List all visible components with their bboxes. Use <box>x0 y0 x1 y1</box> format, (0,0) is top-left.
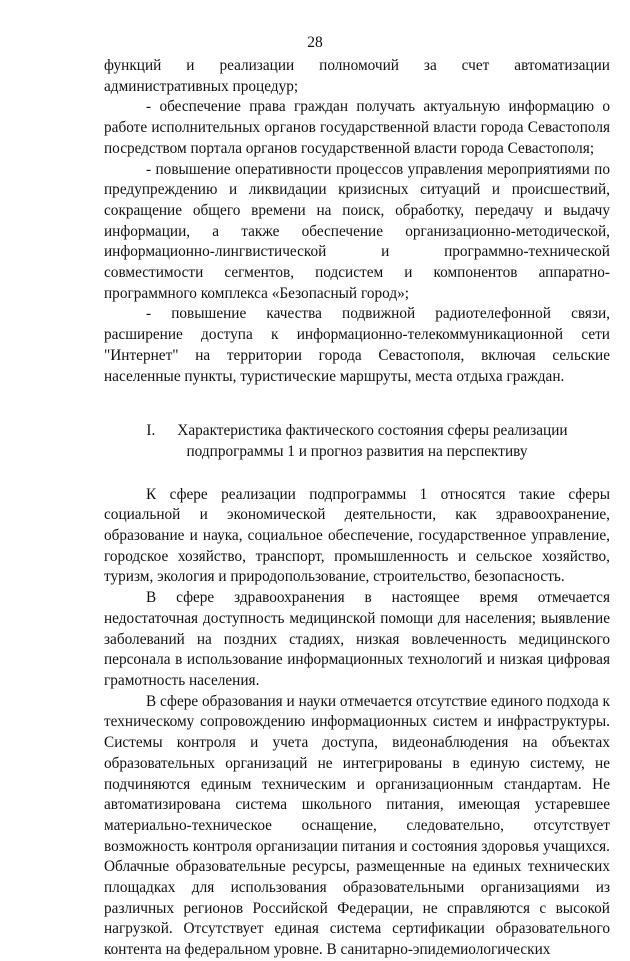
paragraph-bullet-mobile-communication: - повышение качества подвижной радиотелефонной связи, расширение доступа к информационно-телекоммуникационной сети "Интернет" на территории города Севастополя, включая сельские населенные пункты, туристические маршруты, места отдыха граждан. <box>104 305 610 385</box>
section-heading <box>104 421 610 462</box>
paragraph-healthcare: В сфере здравоохранения в настоящее время отмечается недостаточная доступность медицинской помощи для населения; выявление заболеваний на поздних стадиях, низкая вовлеченность медицинского персонала в использование информационных технологий и низкая цифровая грамотность населения. <box>104 589 610 689</box>
paragraph-bullet-safe-city: - повышение оперативности процессов управления мероприятиями по предупреждению и ликвидации кризисных ситуаций и происшествий, сокращение общего времени на поиск, обработку, передачу и выдачу информации, а также обеспечение организационно-методической, информационно-лингвистической и программно-технической совместимости сегментов, подсистем и компонентов аппаратно-программного комплекса «Безопасный город»; <box>104 160 610 302</box>
section-title-line-2: подпрограммы 1 и прогноз развития на перспективу <box>186 442 528 460</box>
paragraph-bullet-portal: - обеспечение права граждан получать актуальную информацию о работе исполнительных органов государственной власти города Севастополя посредством портала органов государственной власти города Севастополя; <box>104 98 610 157</box>
body-text <box>104 56 610 961</box>
paragraph-continuation: функций и реализации полномочий за счет автоматизации административных процедур; <box>104 57 610 95</box>
page-number: 28 <box>307 34 323 51</box>
section-number: I. <box>146 422 156 440</box>
paragraph-spheres: К сфере реализации подпрограммы 1 относятся такие сферы социальной и экономической деятельности, как здравоохранение, образование и наука, социальное обеспечение, государственное управление, городское хозяйство, транспорт, промышленность и сельское хозяйство, туризм, экология и природопользование, строительство, безопасность. <box>104 485 610 586</box>
section-title-line-1: Характеристика фактического состояния сферы реализации <box>177 422 568 440</box>
paragraph-education: В сфере образования и науки отмечается отсутствие единого подхода к техническому сопровождению информационных систем и инфраструктуры. Системы контроля и учета доступа, видеонаблюдения на объектах образовательных организаций не интегрированы в единую систему, не подчиняются единым техническим и организационным стандартам. Не автоматизирована система школьного питания, имеющая устаревшее материально-техническое оснащение, следовательно, отсутствует возможность контроля организации питания и состояния здоровья учащихся. Облачные образовательные ресурсы, размещенные на единых технических площадках для использования образовательными организациями из различных регионов Российской Федерации, не справляются с высокой нагрузкой. Отсутствует единая система сертификации образовательного контента на федеральном уровне. В санитарно-эпидемиологических <box>104 692 610 959</box>
